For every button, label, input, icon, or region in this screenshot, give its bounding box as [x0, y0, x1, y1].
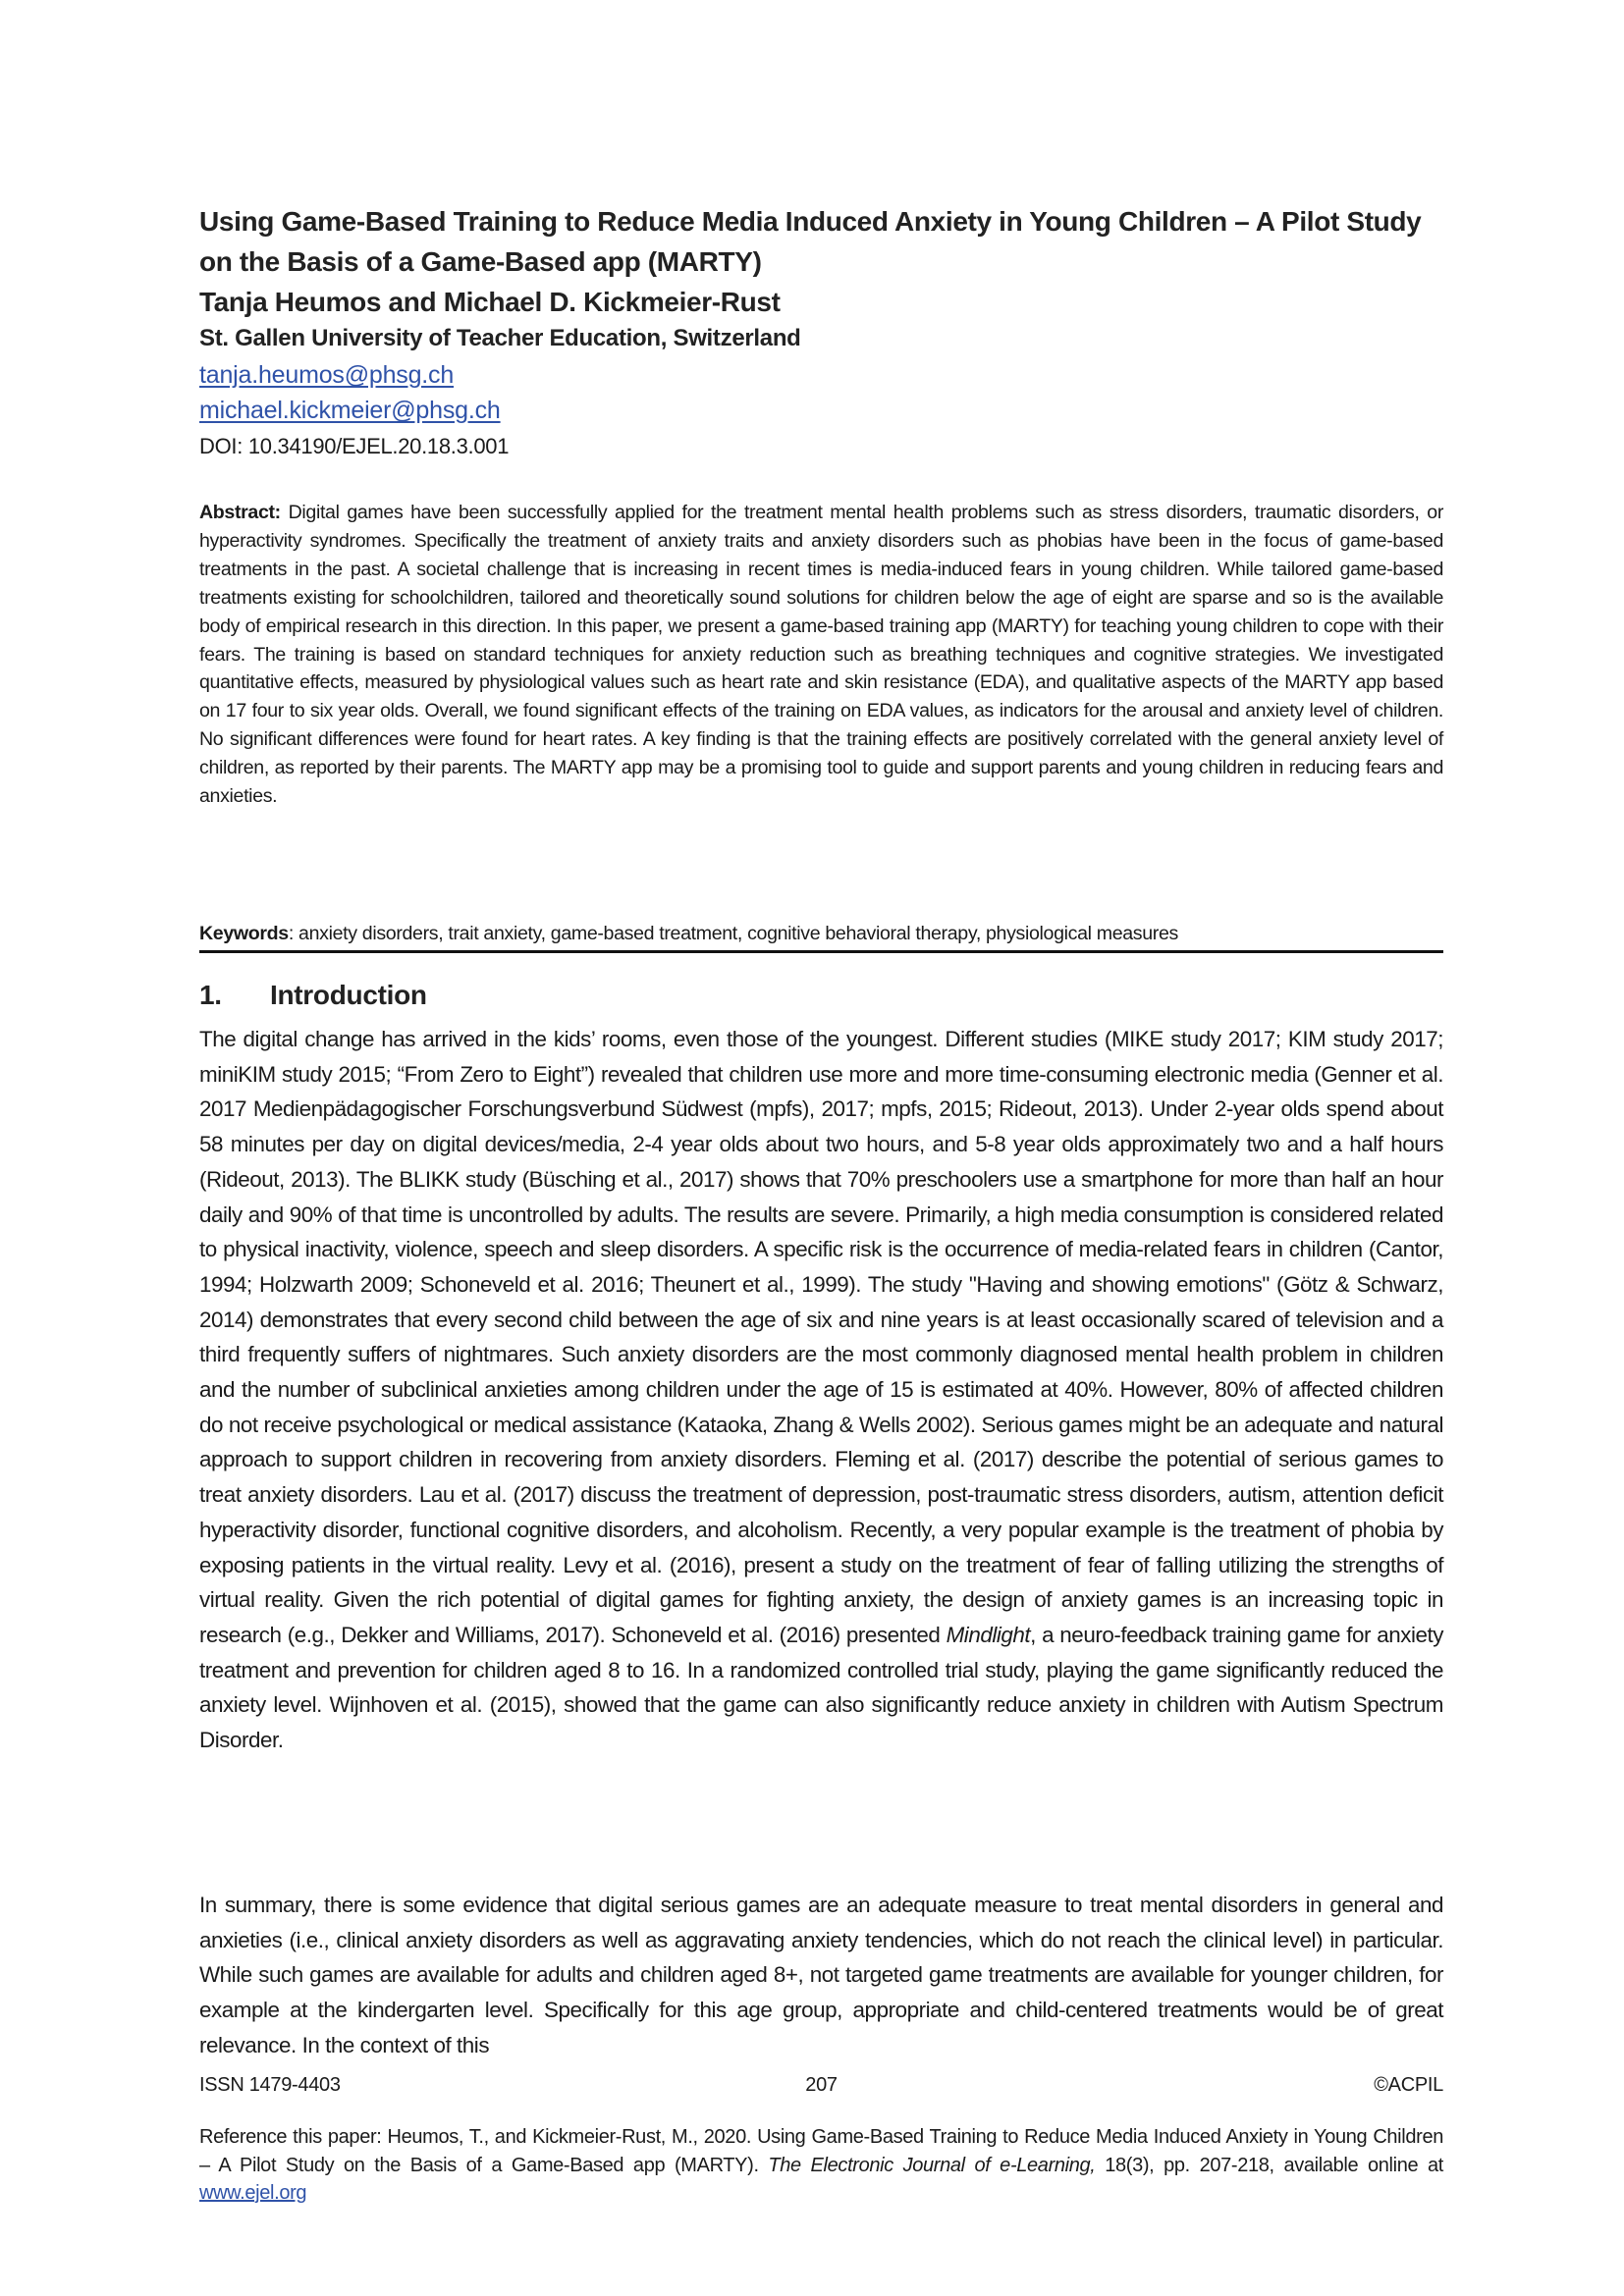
journal-name: The Electronic Journal of e-Learning, — [768, 2154, 1096, 2176]
email-link-heumos[interactable]: tanja.heumos@phsg.ch — [199, 361, 455, 389]
copyright: ©ACPIL — [1374, 2074, 1443, 2096]
reference-text: Reference this paper: Heumos, T., and Kickmeier-Rust, M., 2020. Using Game-Based Training to Reduce Media Induced Anxiety in Young Children – A Pilot Study on the Basis of a Game-Based app (MARTY). — [199, 2126, 1443, 2176]
abstract-label: Abstract: — [199, 502, 281, 523]
reference-citation — [199, 2123, 1443, 2208]
keywords — [199, 920, 1443, 947]
keywords-label: Keywords — [199, 923, 289, 944]
abstract-text: Digital games have been successfully applied for the treatment mental health problems such as stress disorders, traumatic disorders, or hyperactivity syndromes. Specifically the treatment of anxiety traits and anxiety disorders such as phobias have been in the focus of game-based treatments in the past. A societal challenge that is increasing in recent times is media-induced fears in young children. While tailored game-based treatments existing for schoolchildren, tailored and theoretically sound solutions for children below the age of eight are sparse and so is the available body of empirical research in this direction. In this paper, we present a game-based training app (MARTY) for teaching young children to cope with their fears. The training is based on standard techniques for anxiety reduction such as breathing techniques and cognitive strategies. We investigated quantitative effects, measured by physiological values such as heart rate and skin resistance (EDA), and qualitative aspects of the MARTY app based on 17 four to six year olds. Overall, we found significant effects of the training on EDA values, as indicators for the arousal and anxiety level of children. No significant differences were found for heart rates. A key finding is that the training effects are positively correlated with the general anxiety level of children, as reported by their parents. The MARTY app may be a promising tool to guide and support parents and young children in reducing fears and anxieties. — [199, 502, 1443, 808]
intro-text: The digital change has arrived in the kids’ rooms, even those of the youngest. Different studies (MIKE study 2017; KIM study 2017; miniKIM study 2015; “From Zero to Eight”) revealed that children use more and more time-consuming electronic media (Genner et al. 2017 Medienpädagogischer Forschungsverbund Südwest (mpfs), 2017; mpfs, 2015; Rideout, 2013). Under 2-year olds spend about 58 minutes per day on digital devices/media, 2-4 year olds about two hours, and 5-8 year olds approximately two and a half hours (Rideout, 2013). The BLIKK study (Büsching et al., 2017) shows that 70% preschoolers use a smartphone for more than half an hour daily and 90% of that time is uncontrolled by adults. The results are severe. Primarily, a high media consumption is considered related to physical inactivity, violence, speech and sleep disorders. A specific risk is the occurrence of media-related fears in children (Cantor, 1994; Holzwarth 2009; Schoneveld et al. 2016; Theunert et al., 1999). The study "Having and showing emotions" (Götz & Schwarz, 2014) demonstrates that every second child between the age of six and nine years is at least occasionally scared of television and a third frequently suffers of nightmares. Such anxiety disorders are the most commonly diagnosed mental health problem in children and the number of subclinical anxieties among children under the age of 15 is estimated at 40%. However, 80% of affected children do not receive psychological or medical assistance (Kataoka, Zhang & Wells 2002). Serious games might be an adequate and natural approach to support children in recovering from anxiety disorders. Fleming et al. (2017) describe the potential of serious games to treat anxiety disorders. Lau et al. (2017) discuss the treatment of depression, post-traumatic stress disorders, autism, attention deficit hyperactivity disorder, functional cognitive disorders, and alcoholism. Recently, a very popular example is the treatment of phobia by exposing patients in the virtual reality. Levy et al. (2016), present a study on the treatment of fear of falling utilizing the strengths of virtual reality. Given the rich potential of digital games for fighting anxiety, the design of anxiety games is an increasing topic in research (e.g., Dekker and Williams, 2017). Schoneveld et al. (2016) presented — [199, 1027, 1443, 1647]
reference-text: 18(3), pp. 207-218, available online at — [1095, 2154, 1443, 2176]
journal-website-link[interactable]: www.ejel.org — [199, 2182, 307, 2205]
section-number: 1. — [199, 980, 222, 1010]
paper-title: Using Game-Based Training to Reduce Media Induced Anxiety in Young Children – A Pilot Study on the Basis of a Game-Based app (MARTY) — [199, 206, 1422, 277]
abstract — [199, 499, 1443, 811]
keywords-text: : anxiety disorders, trait anxiety, game-based treatment, cognitive behavioral therapy, physiological measures — [288, 923, 1178, 944]
paper-authors: Tanja Heumos and Michael D. Kickmeier-Rust — [199, 287, 781, 317]
issn: ISSN 1479-4403 — [199, 2074, 341, 2096]
game-name-mindlight: Mindlight — [946, 1622, 1031, 1647]
doi: DOI: 10.34190/EJEL.20.18.3.001 — [199, 434, 510, 458]
intro-paragraph-2: In summary, there is some evidence that digital serious games are an adequate measure to treat mental disorders in general and anxieties (i.e., clinical anxiety disorders as well as aggravating anxiety tendencies, which do not reach the clinical level) in particular. While such games are available for adults and children aged 8+, not targeted game treatments are available for younger children, for example at the kindergarten level. Specifically for this age group, appropriate and child-centered treatments would be of great relevance. In the context of this — [199, 1893, 1443, 2057]
author-affiliation: St. Gallen University of Teacher Education, Switzerland — [199, 325, 801, 351]
section-title: Introduction — [270, 980, 427, 1010]
email-link-kickmeier[interactable]: michael.kickmeier@phsg.ch — [199, 397, 501, 424]
section-heading — [199, 976, 427, 1015]
page-number: 207 — [805, 2074, 838, 2096]
section-divider — [199, 950, 1443, 953]
intro-text: , a neuro-feedback training game for anxiety treatment and prevention for children aged 8 to 16. In a randomized controlled trial study, playing the game significantly reduced the anxiety level. Wijnhoven et al. (2015), showed that the game can also significantly reduce anxiety in children with Autism Spectrum Disorder. — [199, 1622, 1443, 1753]
intro-paragraph-1 — [199, 1022, 1443, 1758]
